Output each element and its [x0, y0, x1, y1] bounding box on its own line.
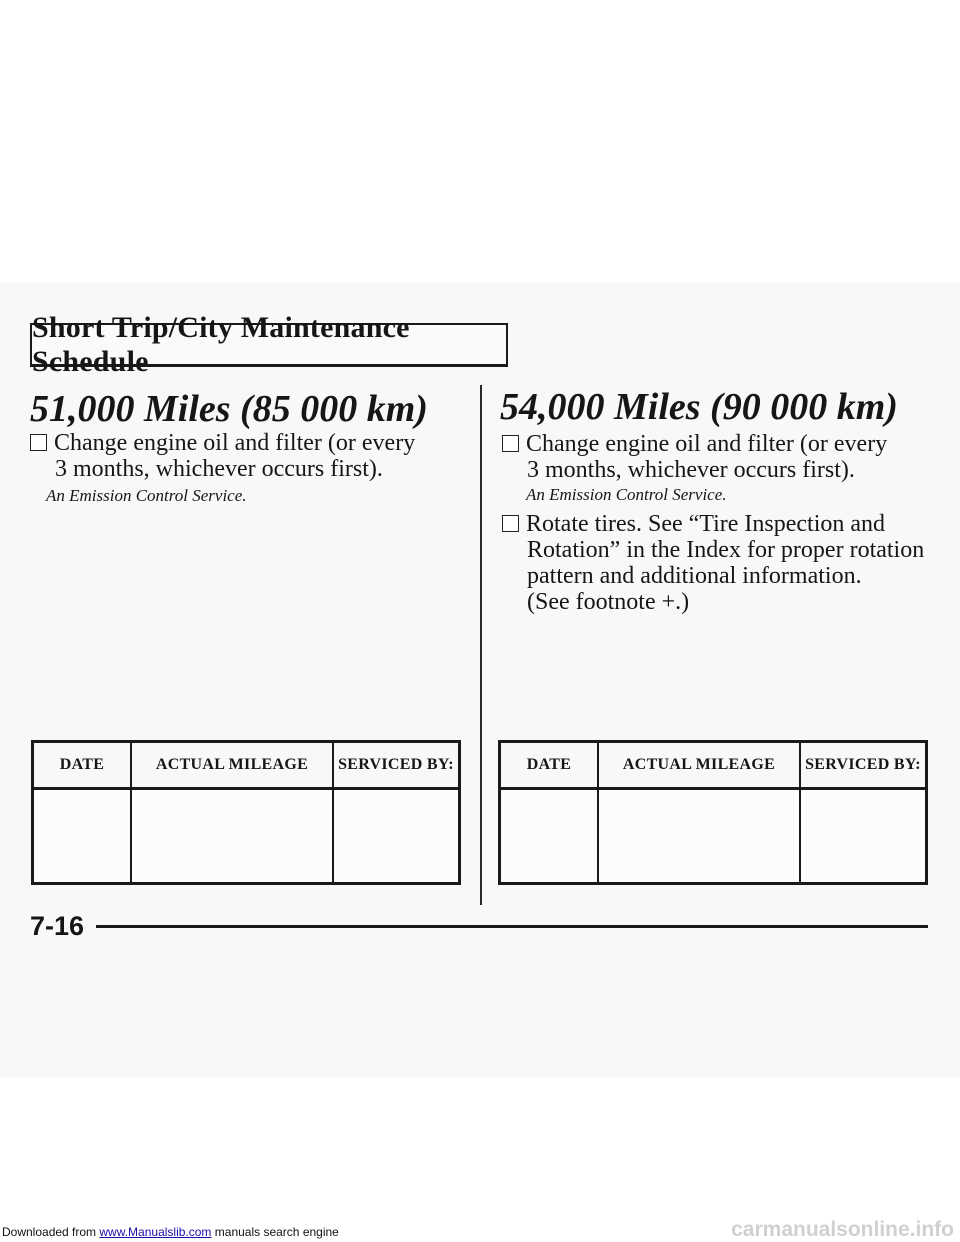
table-header-row: [500, 742, 927, 789]
column-divider: [480, 385, 482, 905]
left-mileage-title: 51,000 Miles (85 000 km): [30, 388, 428, 430]
download-note-suffix: manuals search engine: [211, 1225, 339, 1239]
checkbox-icon[interactable]: [30, 434, 47, 451]
task-text-line: pattern and additional information.: [527, 563, 862, 589]
left-task-note: An Emission Control Service.: [46, 486, 247, 505]
task-text-line: Rotation” in the Index for proper rotation: [527, 537, 925, 563]
serviced-by-cell[interactable]: [800, 789, 927, 884]
right-task-rotate-tires: [502, 511, 924, 615]
table-header-row: [33, 742, 460, 789]
column-header-actual-mileage: ACTUAL MILEAGE: [131, 742, 333, 789]
column-header-actual-mileage: ACTUAL MILEAGE: [598, 742, 800, 789]
serviced-by-cell[interactable]: [333, 789, 460, 884]
left-task-oil-change: [30, 430, 415, 482]
section-header-title: Short Trip/City Maintenance Schedule: [32, 310, 410, 378]
checkbox-icon[interactable]: [502, 435, 519, 452]
download-note: [2, 1225, 339, 1239]
watermark: carmanualsonline.info: [731, 1218, 954, 1241]
task-text-line: (See footnote +.): [527, 589, 690, 615]
right-service-log-table: [498, 740, 928, 885]
task-text-line: Change engine oil and filter (or every: [526, 431, 888, 457]
footer-rule: [96, 925, 928, 928]
task-text-line: 3 months, whichever occurs first).: [55, 456, 383, 482]
table-row: [500, 789, 927, 884]
right-task-oil-change: [502, 431, 887, 483]
task-text-line: Rotate tires. See “Tire Inspection and: [526, 511, 886, 537]
date-cell[interactable]: [33, 789, 132, 884]
manualslib-link[interactable]: www.Manualslib.com: [99, 1225, 212, 1239]
left-service-log-table: [31, 740, 461, 885]
download-note-prefix: Downloaded from: [2, 1225, 100, 1239]
date-cell[interactable]: [500, 789, 599, 884]
column-header-date: DATE: [33, 742, 132, 789]
checkbox-icon[interactable]: [502, 515, 519, 532]
column-header-date: DATE: [500, 742, 599, 789]
column-header-serviced-by: SERVICED BY:: [800, 742, 927, 789]
actual-mileage-cell[interactable]: [131, 789, 333, 884]
task-text-line: Change engine oil and filter (or every: [54, 430, 416, 456]
table-row: [33, 789, 460, 884]
page-number: 7-16: [30, 911, 85, 941]
right-task-note: An Emission Control Service.: [526, 485, 727, 504]
section-header: [30, 310, 508, 378]
column-header-serviced-by: SERVICED BY:: [333, 742, 460, 789]
right-mileage-title: 54,000 Miles (90 000 km): [500, 386, 898, 428]
actual-mileage-cell[interactable]: [598, 789, 800, 884]
task-text-line: 3 months, whichever occurs first).: [527, 457, 855, 483]
